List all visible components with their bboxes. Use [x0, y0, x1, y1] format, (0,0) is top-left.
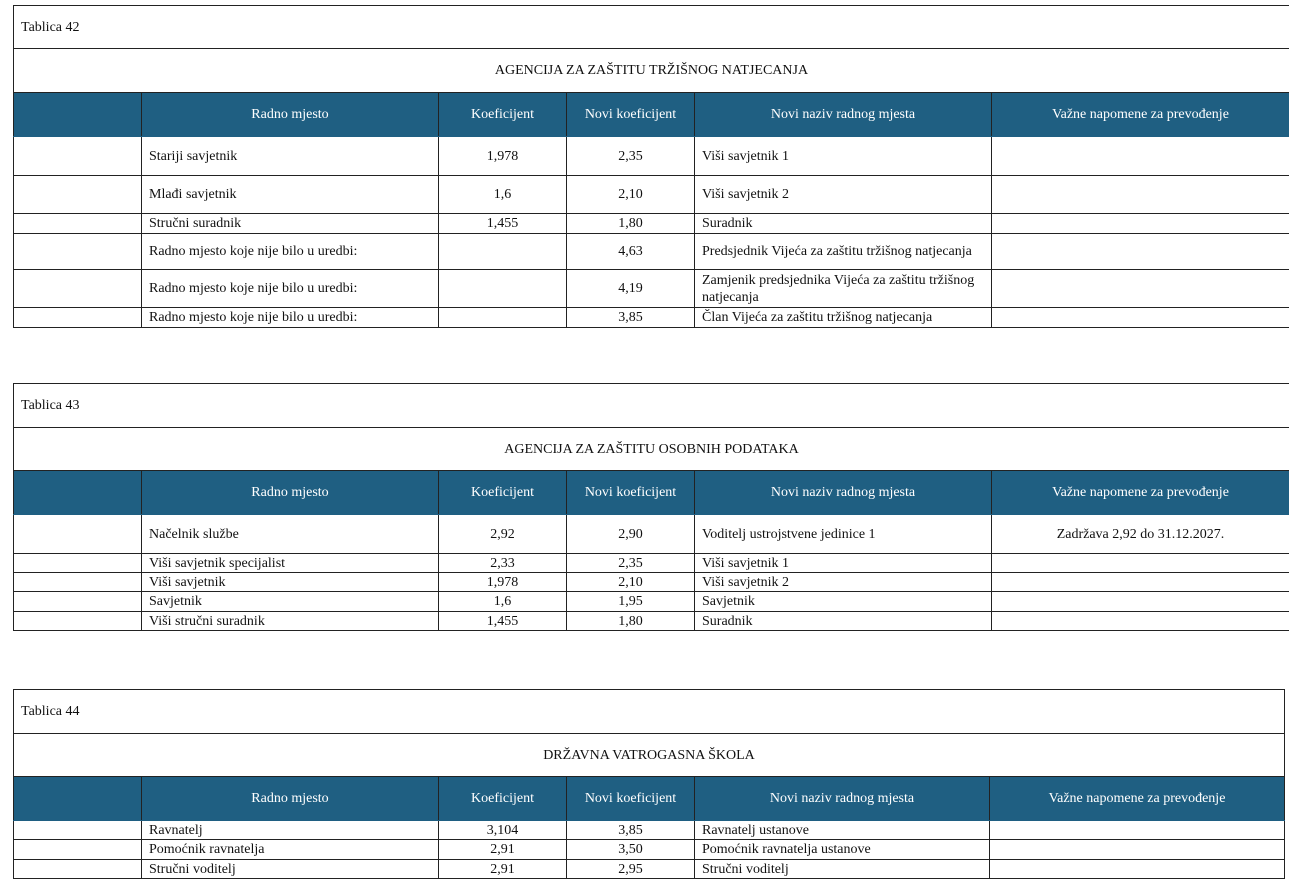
table-row — [14, 554, 1289, 573]
header-radno-mjesto: Radno mjesto — [142, 777, 439, 821]
table-row — [14, 840, 1285, 860]
table-title: DRŽAVNA VATROGASNA ŠKOLA — [14, 734, 1285, 777]
cell-novi-naziv: Suradnik — [695, 214, 992, 234]
cell-radno-mjesto: Viši savjetnik — [142, 573, 439, 592]
header-napomene: Važne napomene za prevođenje — [992, 93, 1289, 137]
cell-koeficijent: 1,978 — [439, 573, 567, 592]
cell-napomena — [992, 573, 1289, 592]
cell-novi-naziv: Voditelj ustrojstvene jedinice 1 — [695, 515, 992, 554]
row-blank-cell — [14, 214, 142, 234]
row-blank-cell — [14, 137, 142, 176]
cell-koeficijent: 2,92 — [439, 515, 567, 554]
row-blank-cell — [14, 612, 142, 631]
header-napomene: Važne napomene za prevođenje — [992, 471, 1289, 515]
cell-napomena — [992, 234, 1289, 270]
cell-novi-koeficijent: 2,10 — [567, 573, 695, 592]
row-blank-cell — [14, 554, 142, 573]
cell-radno-mjesto: Stručni suradnik — [142, 214, 439, 234]
cell-radno-mjesto: Savjetnik — [142, 592, 439, 612]
table-row — [14, 270, 1289, 308]
header-blank — [14, 471, 142, 515]
header-blank — [14, 93, 142, 137]
cell-novi-naziv: Suradnik — [695, 612, 992, 631]
table-row — [14, 137, 1289, 176]
cell-koeficijent: 1,6 — [439, 592, 567, 612]
cell-koeficijent: 2,91 — [439, 860, 567, 879]
cell-koeficijent: 3,104 — [439, 821, 567, 840]
cell-novi-koeficijent: 2,90 — [567, 515, 695, 554]
header-novi-naziv: Novi naziv radnog mjesta — [695, 93, 992, 137]
cell-novi-koeficijent: 3,85 — [567, 821, 695, 840]
header-koeficijent: Koeficijent — [439, 93, 567, 137]
cell-novi-koeficijent: 2,10 — [567, 176, 695, 214]
row-blank-cell — [14, 176, 142, 214]
row-blank-cell — [14, 308, 142, 328]
row-blank-cell — [14, 860, 142, 879]
cell-novi-naziv: Pomoćnik ravnatelja ustanove — [695, 840, 990, 860]
cell-novi-koeficijent: 4,63 — [567, 234, 695, 270]
row-blank-cell — [14, 270, 142, 308]
cell-radno-mjesto: Stručni voditelj — [142, 860, 439, 879]
cell-koeficijent — [439, 234, 567, 270]
table-43 — [13, 383, 1289, 631]
cell-koeficijent — [439, 308, 567, 328]
header-koeficijent: Koeficijent — [439, 777, 567, 821]
header-koeficijent: Koeficijent — [439, 471, 567, 515]
cell-radno-mjesto: Viši stručni suradnik — [142, 612, 439, 631]
header-novi-naziv: Novi naziv radnog mjesta — [695, 471, 992, 515]
cell-koeficijent — [439, 270, 567, 308]
cell-radno-mjesto: Stariji savjetnik — [142, 137, 439, 176]
cell-napomena — [990, 860, 1285, 879]
header-napomene: Važne napomene za prevođenje — [990, 777, 1285, 821]
cell-radno-mjesto: Radno mjesto koje nije bilo u uredbi: — [142, 270, 439, 308]
cell-napomena — [992, 270, 1289, 308]
cell-novi-naziv: Savjetnik — [695, 592, 992, 612]
cell-napomena — [990, 840, 1285, 860]
table-label: Tablica 44 — [14, 690, 1285, 734]
table-row — [14, 515, 1289, 554]
cell-napomena: Zadržava 2,92 do 31.12.2027. — [992, 515, 1289, 554]
table-row — [14, 821, 1285, 840]
cell-radno-mjesto: Ravnatelj — [142, 821, 439, 840]
table-row — [14, 234, 1289, 270]
cell-koeficijent: 1,978 — [439, 137, 567, 176]
table-label: Tablica 43 — [14, 384, 1289, 428]
cell-novi-koeficijent: 1,80 — [567, 612, 695, 631]
cell-napomena — [992, 176, 1289, 214]
cell-radno-mjesto: Radno mjesto koje nije bilo u uredbi: — [142, 308, 439, 328]
cell-radno-mjesto: Radno mjesto koje nije bilo u uredbi: — [142, 234, 439, 270]
cell-novi-naziv: Predsjednik Vijeća za zaštitu tržišnog natjecanja — [695, 234, 992, 270]
cell-radno-mjesto: Pomoćnik ravnatelja — [142, 840, 439, 860]
cell-novi-naziv: Viši savjetnik 1 — [695, 137, 992, 176]
cell-novi-koeficijent: 2,35 — [567, 137, 695, 176]
cell-koeficijent: 1,6 — [439, 176, 567, 214]
header-blank — [14, 777, 142, 821]
cell-novi-naziv: Stručni voditelj — [695, 860, 990, 879]
cell-koeficijent: 1,455 — [439, 612, 567, 631]
cell-napomena — [992, 592, 1289, 612]
table-44 — [13, 689, 1285, 879]
cell-napomena — [992, 554, 1289, 573]
cell-novi-naziv: Viši savjetnik 1 — [695, 554, 992, 573]
table-label: Tablica 42 — [14, 6, 1289, 49]
cell-napomena — [992, 612, 1289, 631]
cell-radno-mjesto: Mlađi savjetnik — [142, 176, 439, 214]
cell-koeficijent: 2,91 — [439, 840, 567, 860]
row-blank-cell — [14, 573, 142, 592]
header-radno-mjesto: Radno mjesto — [142, 93, 439, 137]
header-novi-naziv: Novi naziv radnog mjesta — [695, 777, 990, 821]
header-radno-mjesto: Radno mjesto — [142, 471, 439, 515]
row-blank-cell — [14, 821, 142, 840]
table-row — [14, 612, 1289, 631]
cell-radno-mjesto: Načelnik službe — [142, 515, 439, 554]
table-title: AGENCIJA ZA ZAŠTITU TRŽIŠNOG NATJECANJA — [14, 49, 1289, 93]
cell-napomena — [992, 308, 1289, 328]
cell-novi-naziv: Viši savjetnik 2 — [695, 573, 992, 592]
table-title: AGENCIJA ZA ZAŠTITU OSOBNIH PODATAKA — [14, 428, 1289, 471]
cell-napomena — [992, 137, 1289, 176]
row-blank-cell — [14, 515, 142, 554]
cell-novi-koeficijent: 4,19 — [567, 270, 695, 308]
row-blank-cell — [14, 592, 142, 612]
table-row — [14, 573, 1289, 592]
table-row — [14, 592, 1289, 612]
cell-novi-koeficijent: 2,95 — [567, 860, 695, 879]
table-row — [14, 176, 1289, 214]
header-novi-koeficijent: Novi koeficijent — [567, 777, 695, 821]
table-row — [14, 214, 1289, 234]
cell-novi-naziv: Zamjenik predsjednika Vijeća za zaštitu tržišnog natjecanja — [695, 270, 992, 308]
table-42 — [13, 5, 1289, 328]
cell-novi-naziv: Viši savjetnik 2 — [695, 176, 992, 214]
row-blank-cell — [14, 840, 142, 860]
table-row — [14, 308, 1289, 328]
table-row — [14, 860, 1285, 879]
cell-novi-koeficijent: 2,35 — [567, 554, 695, 573]
cell-novi-koeficijent: 1,80 — [567, 214, 695, 234]
cell-koeficijent: 2,33 — [439, 554, 567, 573]
cell-novi-naziv: Ravnatelj ustanove — [695, 821, 990, 840]
cell-novi-koeficijent: 1,95 — [567, 592, 695, 612]
row-blank-cell — [14, 234, 142, 270]
header-novi-koeficijent: Novi koeficijent — [567, 471, 695, 515]
cell-koeficijent: 1,455 — [439, 214, 567, 234]
cell-napomena — [990, 821, 1285, 840]
cell-novi-naziv: Član Vijeća za zaštitu tržišnog natjecanja — [695, 308, 992, 328]
header-novi-koeficijent: Novi koeficijent — [567, 93, 695, 137]
cell-novi-koeficijent: 3,85 — [567, 308, 695, 328]
cell-radno-mjesto: Viši savjetnik specijalist — [142, 554, 439, 573]
cell-napomena — [992, 214, 1289, 234]
cell-novi-koeficijent: 3,50 — [567, 840, 695, 860]
